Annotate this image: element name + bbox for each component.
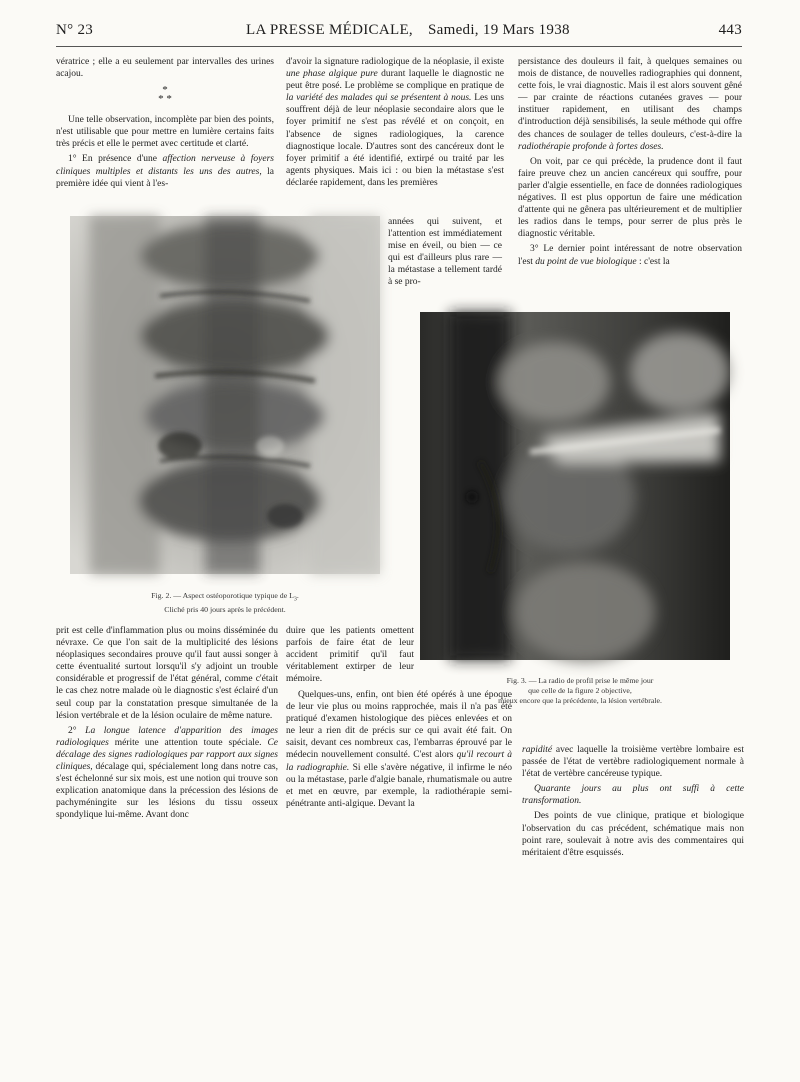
xray-image xyxy=(420,312,730,660)
column-2-narrow-bottom xyxy=(286,625,414,687)
paragraph: 2° La longue latence d'apparition des images radiologiques mérite une attention toute spéciale. Ce décalage des signes radiologiques par rapport aux signes cliniques, décalage qui, spécialement long dans notre cas, s'est échelonné sur six mois, est une notion qui trouve son explication anatomique dans la précession des lésions de pachyméningite sur les lésions du tissu osseux spondylique lui-même. Avant donc xyxy=(56,725,278,821)
paragraph: rapidité avec laquelle la troisième vertèbre lombaire est passée de l'état de vertèbre radiologiquement normale à l'état de vertèbre cancéreuse typique. xyxy=(522,745,744,780)
column-1-bottom xyxy=(56,625,278,847)
section-separator: * * * xyxy=(158,84,172,106)
column-2-narrow xyxy=(388,216,502,312)
figure-2-xray-frontal xyxy=(70,216,380,574)
paragraph: d'avoir la signature radiologique de la néoplasie, il existe une phase algique pure durant laquelle le diagnostic ne peut être posé. Le problème se complique en pratique de la variété des malades qui se présentent à nous. Les uns souffrent déjà de leur néoplasie secondaire alors que le foyer primitif ne s'est pas révélé et on conçoit, en l'absence de signes radiologiques, la carence diagnostique locale. D'autres sont des cancéreux dont le foyer primitif a été identifié, extirpé ou traité par les agents physiques. Mais ici : ou bien la métastase s'est déclarée rapidement, dans les premières xyxy=(286,57,505,188)
paragraph: 1° En présence d'une affection nerveuse à foyers cliniques multiples et distants les uns des autres, la première idée qui vient à l'es- xyxy=(56,154,275,189)
journal-title: LA PRESSE MÉDICALE, xyxy=(246,22,413,38)
paragraph: années qui suivent, et l'attention est immédiatement mise en éveil, ou bien — ce qui est d'ailleurs plus rare — la métastase a tellement tardé à se pro- xyxy=(388,217,502,288)
issue-date: Samedi, 19 Mars 1938 xyxy=(428,22,570,38)
header-rule xyxy=(56,46,742,47)
paragraph: Des points de vue clinique, pratique et biologique l'observation du cas précédent, schématique mais non point rare, soulevait à notre avis des commentaires qui méritaient d'être esquissés. xyxy=(522,811,744,858)
column-2-bottom xyxy=(286,689,512,847)
paragraph: On voit, par ce qui précède, la prudence dont il faut faire preuve chez un ancien cancéreux qui souffre, pour parler d'algie essentielle, en face de données radiologiques négatives. Il est plus opportun de faire une médication d'attente qui ne gênera pas ultérieurement et de multiplier les radios dans le temps, pour serrer de plus près le diagnostic véritable. xyxy=(518,156,742,240)
column-1-top xyxy=(56,56,274,206)
paragraph: persistance des douleurs il fait, à quelques semaines ou mois de distance, de nouvelles radiographies qui donnent, cette fois, le vrai diagnostic. Mais il est alors souvent gêné — par crainte de réactions cutanées graves — pour instituer rapidement, en utilisant des champs d'introduction déjà sensibilisés, la seule méthode qui offre des chances de soulager de telles douleurs, c'est-à-dire la radiothérapie profonde à fortes doses. xyxy=(518,57,742,152)
paragraph: Une telle observation, incomplète par bien des points, n'est utilisable que pour mettre en lumière certains faits très précis et elle le permet avec certitude et clarté. xyxy=(56,115,274,150)
paragraph: Quarante jours au plus ont suffi à cette transformation. xyxy=(522,784,744,807)
paragraph: prit est celle d'inflammation plus ou moins disséminée du névraxe. Ce que l'on sait de la multiplicité des lésions néoplasiques secondaires prouve qu'il faut aussi songer à cette éventualité surtout lorsqu'il s'y adjoint un trouble considérable et progressif de l'état général, comme c'était le cas chez notre malade où le diagnostic s'est éclairé d'un seul coup par la constatation presque simultanée de la lésion vertébrale et de la lésion oculaire de même nature. xyxy=(56,626,278,721)
page-header xyxy=(56,22,742,44)
column-3-top xyxy=(518,56,742,298)
column-3-bottom xyxy=(522,744,744,858)
xray-image xyxy=(70,216,380,574)
column-2-top xyxy=(286,56,504,216)
figure-3-xray-lateral xyxy=(420,312,730,660)
figure-2-caption: Fig. 2. — Aspect ostéoporotique typique de $L_3$. Cliché pris 40 jours après le précédent. xyxy=(151,591,299,614)
issue-number: N° 23 xyxy=(56,22,94,38)
paragraph: Quelques-uns, enfin, ont bien été opérés à une époque de leur vie plus ou moins rapprochée, mais il n'a pas été pratiqué d'examen histologique des pièces enlevées et on ne leur a rien dit de précis sur ce qui avait été fait. On saisit, devant ces nombreux cas, l'embarras éprouvé par le médecin nouvellement consulté. C'est alors qu'il recourt à la radiographie. Si elle s'avère négative, il infirme le néo ou la métastase, parle d'algie banale, rhumatismale ou autre et met en œuvre, par exemple, la radiothérapie semi-pénétrante anti-algique. Devant la xyxy=(286,690,512,809)
paragraph: vératrice ; elle a eu seulement par intervalles des urines acajou. xyxy=(56,57,274,80)
paragraph: 3° Le dernier point intéressant de notre observation l'est du point de vue biologique : c'est la xyxy=(518,244,742,267)
paragraph: duire que les patients omettent parfois de faire état de leur accident primitif qu'il faut véritablement extirper de leur mémoire. xyxy=(286,626,414,685)
page-number: 443 xyxy=(718,22,742,38)
figure-3-caption: Fig. 3. — La radio de profil prise le même jour que celle de la figure 2 objective, mieux encore que la précédente, la lésion vertébrale. xyxy=(498,676,662,705)
